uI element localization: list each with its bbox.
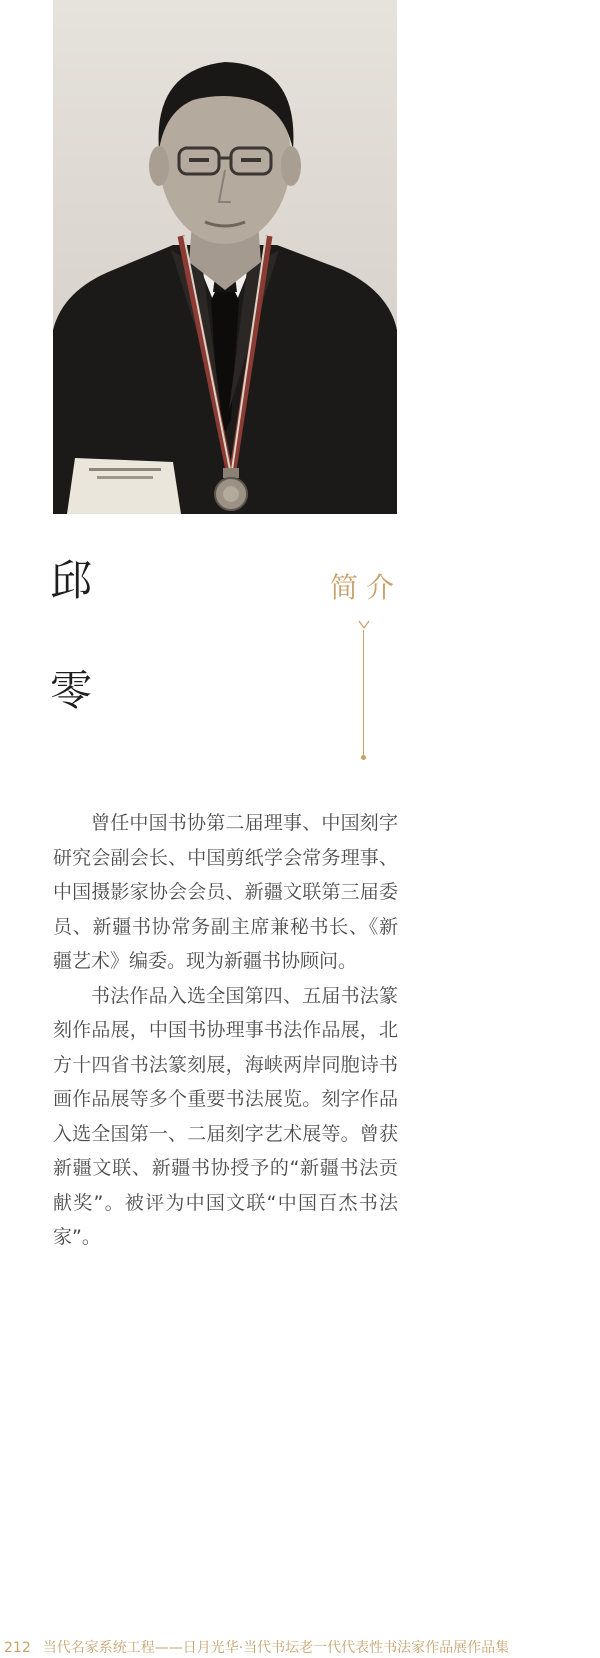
chevron-down-icon bbox=[358, 620, 370, 630]
bio-paragraph-1: 曾任中国书协第二届理事、中国刻字研究会副会长、中国剪纸学会常务理事、中国摄影家协会会员、新疆文联第三届委员、新疆书协常务副主席兼秘书长、《新疆艺术》编委。现为新疆书协顾问。 bbox=[53, 812, 398, 972]
intro-heading: 简介 bbox=[330, 571, 403, 604]
portrait-illustration bbox=[53, 0, 397, 514]
book-title: 当代名家系统工程——日月光华·当代书坛老一代代表性书法家作品展作品集 bbox=[42, 1640, 510, 1656]
bio-paragraph-2: 书法作品入选全国第四、五届书法篆刻作品展，中国书协理事书法作品展，北方十四省书法篆刻展，海峡两岸同胞诗书画作品展等多个重要书法展览。刻字作品入选全国第一、二届刻字艺术展等。曾获新疆文联、新疆书协授予的“新疆书法贡献奖”。被评为中国文联“中国百杰书法家”。 bbox=[53, 984, 398, 1248]
intro-divider-line bbox=[363, 630, 364, 757]
person-name-char-2: 零 bbox=[50, 666, 93, 715]
intro-divider-dot bbox=[361, 755, 366, 760]
page-number: 212 bbox=[4, 1640, 31, 1656]
biography bbox=[53, 806, 398, 1255]
page-footer bbox=[4, 1637, 509, 1657]
person-name-char-1: 邱 bbox=[50, 556, 93, 605]
person-name bbox=[50, 556, 110, 715]
portrait-photo bbox=[53, 0, 397, 514]
